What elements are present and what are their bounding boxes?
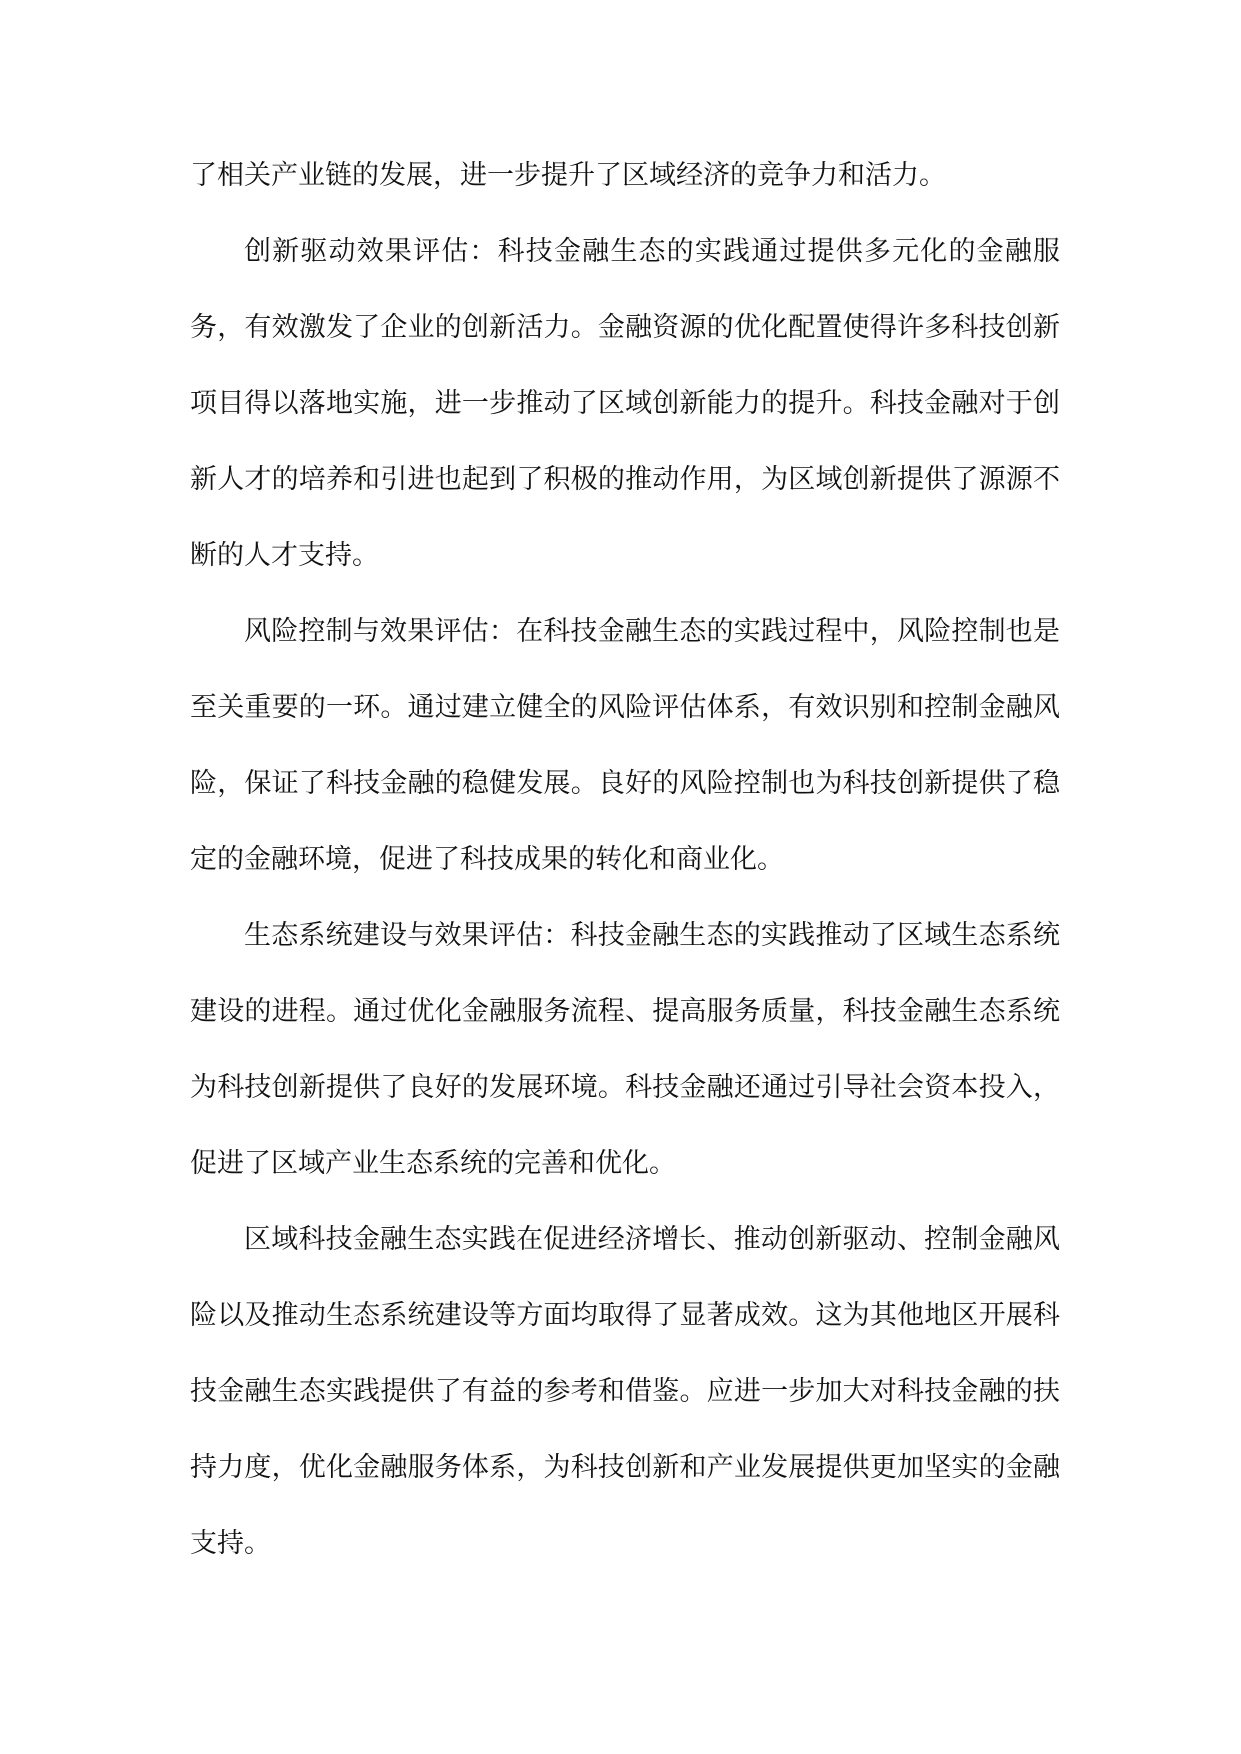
paragraph-conclusion: 区域科技金融生态实践在促进经济增长、推动创新驱动、控制金融风险以及推动生态系统建设等方面均取得了显著成效。这为其他地区开展科技金融生态实践提供了有益的参考和借鉴。应进一步加大对科技金融的扶持力度，优化金融服务体系，为科技创新和产业发展提供更加坚实的金融支持。	[190, 1224, 1060, 1559]
paragraph-ecosystem-building: 生态系统建设与效果评估：科技金融生态的实践推动了区域生态系统建设的进程。通过优化金融服务流程、提高服务质量，科技金融生态系统为科技创新提供了良好的发展环境。科技金融还通过引导社会资本投入，促进了区域产业生态系统的完善和优化。	[190, 920, 1060, 1179]
paragraph-innovation-driven: 创新驱动效果评估：科技金融生态的实践通过提供多元化的金融服务，有效激发了企业的创新活力。金融资源的优化配置使得许多科技创新项目得以落地实施，进一步推动了区域创新能力的提升。科技金融对于创新人才的培养和引进也起到了积极的推动作用，为区域创新提供了源源不断的人才支持。	[190, 236, 1060, 571]
paragraph-risk-control: 风险控制与效果评估：在科技金融生态的实践过程中，风险控制也是至关重要的一环。通过建立健全的风险评估体系，有效识别和控制金融风险，保证了科技金融的稳健发展。良好的风险控制也为科技创新提供了稳定的金融环境，促进了科技成果的转化和商业化。	[190, 616, 1060, 875]
paragraph-continuation: 了相关产业链的发展，进一步提升了区域经济的竞争力和活力。	[190, 160, 946, 191]
document-body	[190, 138, 1060, 1582]
